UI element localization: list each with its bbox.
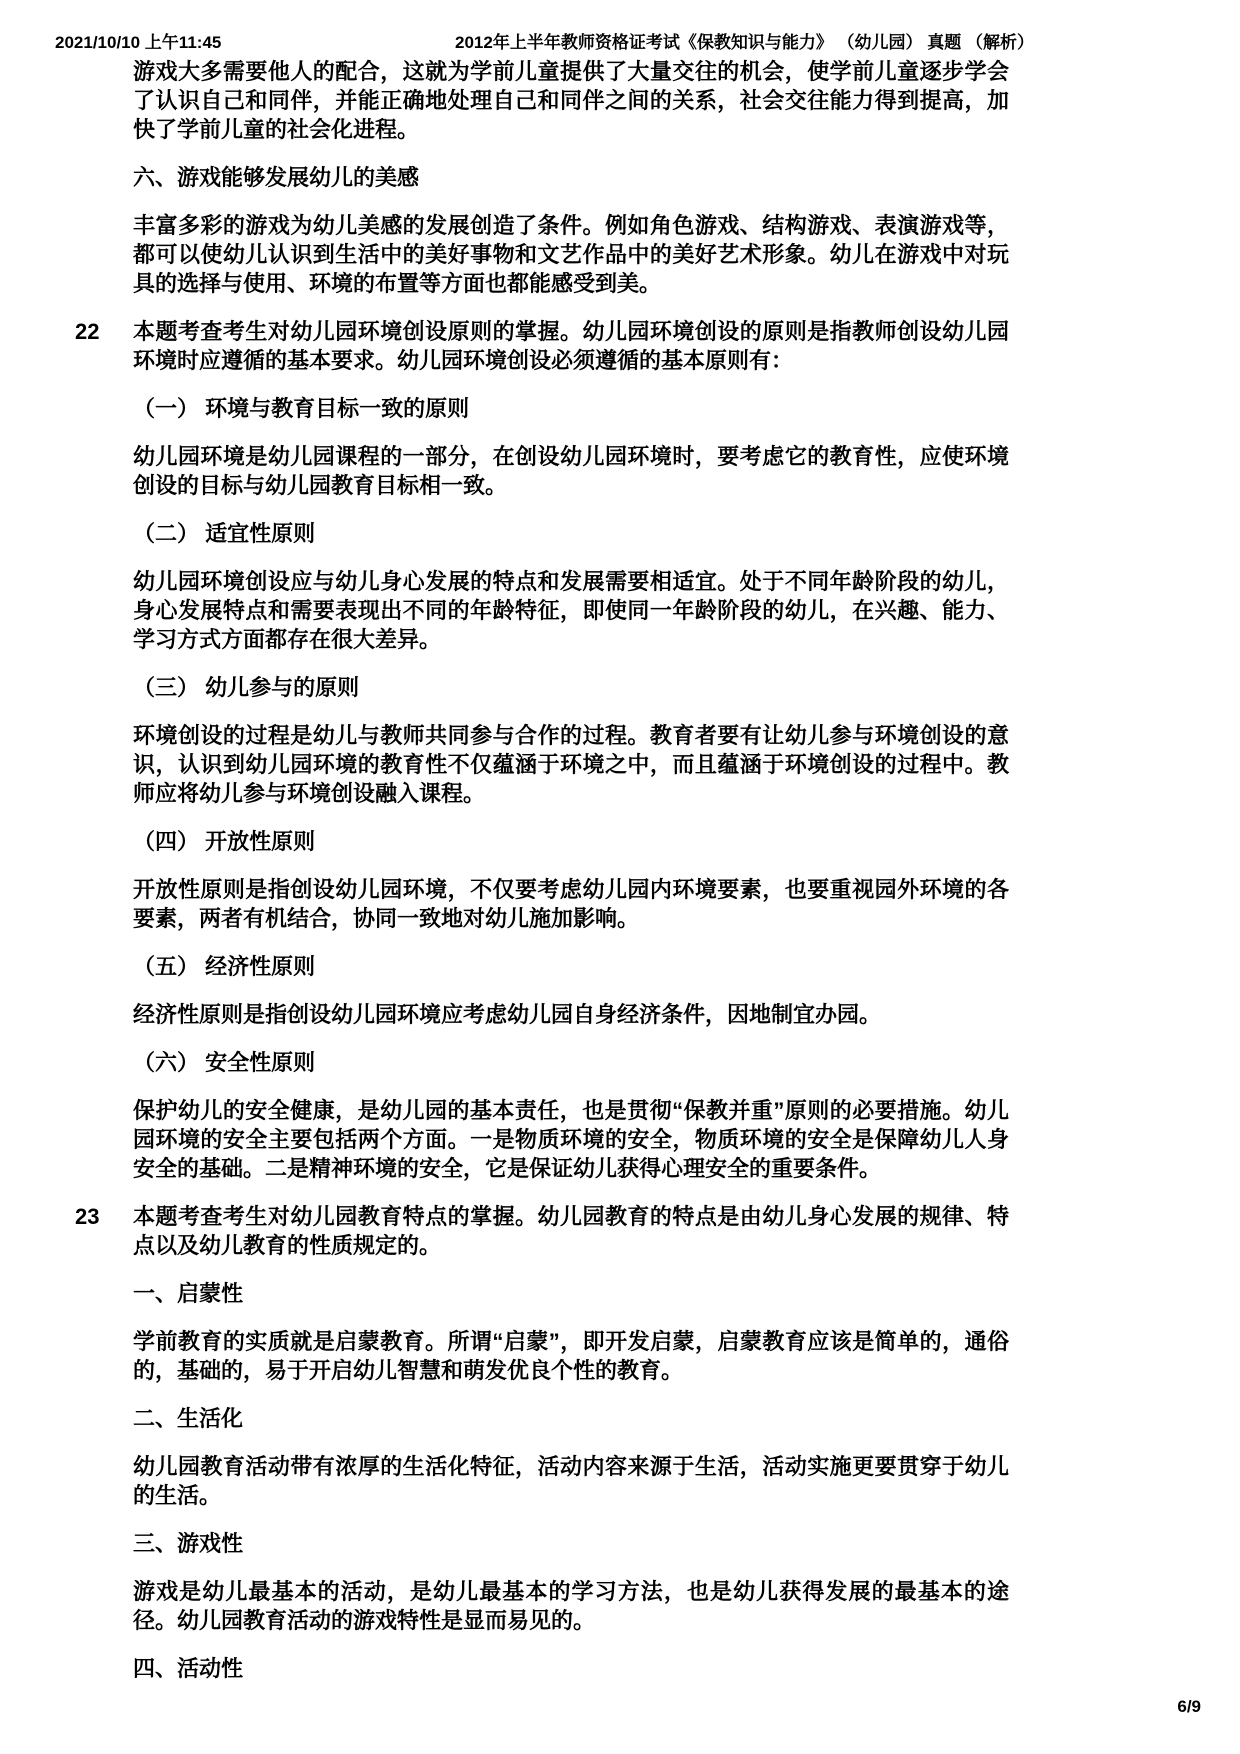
question-number: 22 xyxy=(75,319,100,344)
section-heading: 二、生活化 xyxy=(133,1406,244,1431)
document-body xyxy=(75,57,1009,1702)
paragraph: 游戏是幼儿最基本的活动，是幼儿最基本的学习方法，也是幼儿获得发展的最基本的途径。幼儿园教育活动的游戏特性是显而易见的。 xyxy=(133,1579,1009,1633)
paragraph: 经济性原则是指创设幼儿园环境应考虑幼儿园自身经济条件，因地制宜办园。 xyxy=(133,1002,882,1027)
sub-section-heading: （三） 幼儿参与的原则 xyxy=(133,675,360,700)
paragraph: 丰富多彩的游戏为幼儿美感的发展创造了条件。例如角色游戏、结构游戏、表演游戏等，都可以使幼儿认识到生活中的美好事物和文艺作品中的美好艺术形象。幼儿在游戏中对玩具的选择与使用、环境的布置等方面也都能感受到美。 xyxy=(133,213,1009,296)
paragraph: 幼儿园教育活动带有浓厚的生活化特征，活动内容来源于生活，活动实施更要贯穿于幼儿的生活。 xyxy=(133,1454,1009,1508)
answer-item-22 xyxy=(75,317,1009,375)
section-heading: 三、游戏性 xyxy=(133,1531,244,1556)
paragraph: 开放性原则是指创设幼儿园环境，不仅要考虑幼儿园内环境要素，也要重视园外环境的各要素，两者有机结合，协同一致地对幼儿施加影响。 xyxy=(133,877,1009,931)
sub-section-heading: （五） 经济性原则 xyxy=(133,954,316,979)
paragraph: 保护幼儿的安全健康，是幼儿园的基本责任，也是贯彻“保教并重”原则的必要措施。幼儿园环境的安全主要包括两个方面。一是物质环境的安全，物质环境的安全是保障幼儿人身安全的基础。二是精神环境的安全，它是保证幼儿获得心理安全的重要条件。 xyxy=(133,1098,1009,1181)
sub-section-heading: （二） 适宜性原则 xyxy=(133,521,316,546)
section-heading: 一、启蒙性 xyxy=(133,1281,244,1306)
paragraph: 游戏大多需要他人的配合，这就为学前儿童提供了大量交往的机会，使学前儿童逐步学会了认识自己和同伴，并能正确地处理自己和同伴之间的关系，社会交往能力得到提高，加快了学前儿童的社会化进程。 xyxy=(133,59,1009,142)
header-datetime: 2021/10/10 上午11:45 xyxy=(55,33,222,52)
paragraph: 幼儿园环境创设应与幼儿身心发展的特点和发展需要相适宜。处于不同年龄阶段的幼儿，身心发展特点和需要表现出不同的年龄特征，即使同一年龄阶段的幼儿，在兴趣、能力、学习方式方面都存在很大差异。 xyxy=(133,569,1009,652)
section-heading: 四、活动性 xyxy=(133,1656,244,1681)
question-number: 23 xyxy=(75,1204,100,1229)
sub-section-heading: （一） 环境与教育目标一致的原则 xyxy=(133,396,470,421)
section-heading: 六、游戏能够发展幼儿的美感 xyxy=(133,165,420,190)
answer-text: 本题考查考生对幼儿园教育特点的掌握。幼儿园教育的特点是由幼儿身心发展的规律、特点以及幼儿教育的性质规定的。 xyxy=(133,1204,1009,1258)
header-title: 2012年上半年教师资格证考试《保教知识与能力》 （幼儿园） 真题 （解析） xyxy=(455,33,1034,52)
page-number: 6/9 xyxy=(1177,1697,1201,1716)
paragraph: 环境创设的过程是幼儿与教师共同参与合作的过程。教育者要有让幼儿参与环境创设的意识，认识到幼儿园环境的教育性不仅蕴涵于环境之中，而且蕴涵于环境创设的过程中。教师应将幼儿参与环境创设融入课程。 xyxy=(133,723,1009,806)
paragraph: 幼儿园环境是幼儿园课程的一部分，在创设幼儿园环境时，要考虑它的教育性，应使环境创设的目标与幼儿园教育目标相一致。 xyxy=(133,444,1009,498)
sub-section-heading: （四） 开放性原则 xyxy=(133,829,316,854)
paragraph: 学前教育的实质就是启蒙教育。所谓“启蒙”，即开发启蒙，启蒙教育应该是简单的，通俗的，基础的，易于开启幼儿智慧和萌发优良个性的教育。 xyxy=(133,1329,1009,1383)
sub-section-heading: （六） 安全性原则 xyxy=(133,1050,316,1075)
answer-item-23 xyxy=(75,1202,1009,1260)
answer-text: 本题考查考生对幼儿园环境创设原则的掌握。幼儿园环境创设的原则是指教师创设幼儿园环境时应遵循的基本要求。幼儿园环境创设必须遵循的基本原则有： xyxy=(133,319,1009,373)
